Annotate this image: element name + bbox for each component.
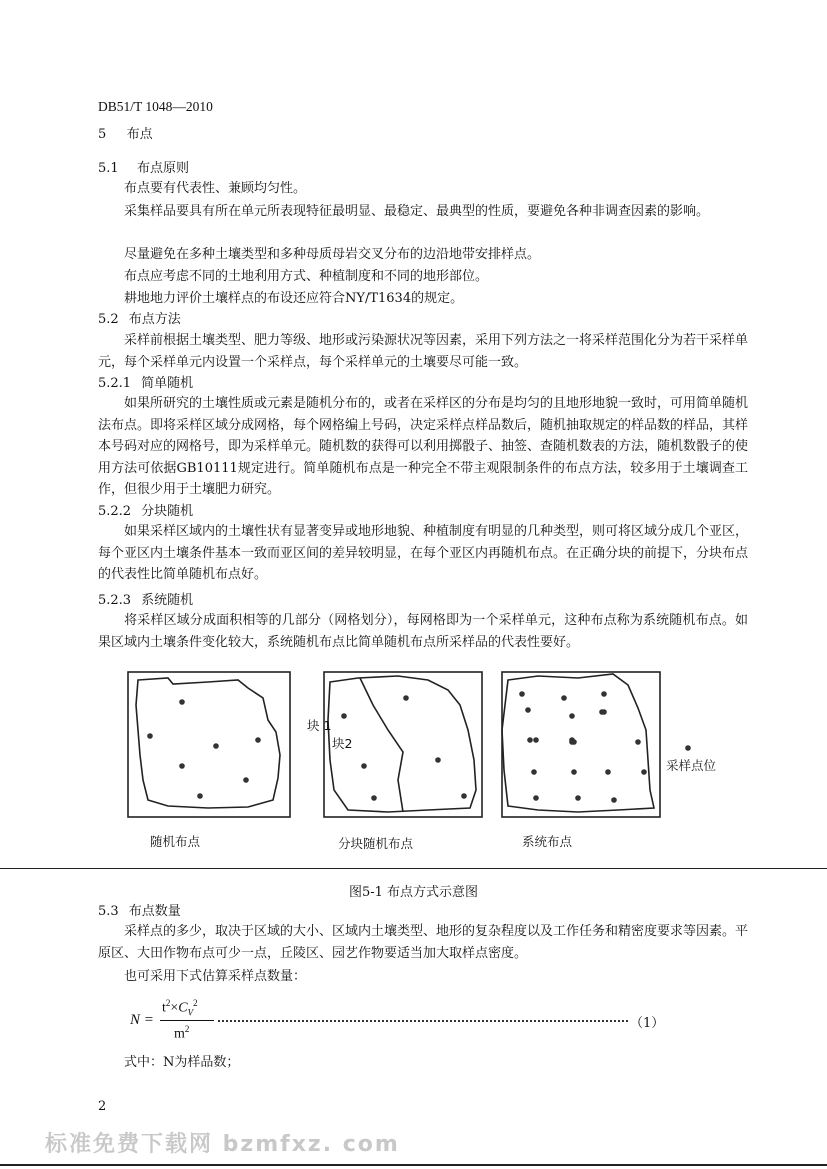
- sample-point: [341, 713, 347, 719]
- sample-size-formula: N = $t^2\times C_V^2$ $m^2$ （1）: [130, 998, 665, 1042]
- paragraph: 式中：N为样品数；: [124, 1055, 240, 1070]
- sample-point: [641, 769, 647, 775]
- sample-point: [527, 737, 533, 743]
- paragraph: 尽量避免在多种土壤类型和多种母质母岩交叉分布的边沿地带安排样点。: [124, 247, 541, 262]
- paragraph: 采样前根据土壤类型、肥力等级、地形或污染源状况等因素，采用下列方法之一将采样范围化分为若干采样单元，每个采样单元内设置一个采样点，每个采样单元的土壤要尽可能一致。: [98, 333, 749, 370]
- system-caption: 系统布点: [522, 834, 573, 849]
- watermark: 标准免费下载网 bzmfxz. com: [45, 1132, 400, 1157]
- system-region: [502, 674, 654, 812]
- system-frame: [502, 672, 660, 817]
- random-frame: [128, 672, 290, 817]
- legend-label: 采样点位: [666, 758, 717, 773]
- random-region: [136, 678, 280, 808]
- section-title: 布点: [126, 127, 153, 142]
- block-1-label: 块 1: [307, 718, 332, 733]
- sample-point: [519, 691, 525, 697]
- sample-point: [561, 695, 567, 701]
- sample-point: [601, 709, 607, 715]
- sample-point: [533, 795, 539, 801]
- formula-number: （1）: [630, 1016, 665, 1031]
- paragraph: 如果所研究的土壤性质或元素是随机分布的，或者在采样区的分布是均匀的且地形地貌一致时，可用简单随机法布点。即将采样区域分成网格，每个网格编上号码，决定采样点样品数后，随机抽取规定的样品数的样品，其样本号码对应的网格号，即为采样单元。随机数的获得可以利用掷骰子、抽签、查随机数表的方法，随机数骰子的使用方法可依据GB10111规定进行。简单随机布点是一种完全不带主观限制条件的布点方法，较多用于土壤调查工作，但很少用于土壤肥力研究。: [98, 396, 749, 497]
- sample-point: [179, 763, 185, 769]
- bottom-rule: [0, 1164, 827, 1166]
- section-5-heading: [98, 126, 153, 144]
- figure-caption: 图5-1 布点方式示意图: [348, 885, 479, 900]
- section-number: 5: [98, 127, 107, 142]
- paragraph: 采样点的多少，取决于区域的大小、区域内土壤类型、地形的复杂程度以及工作任务和精密度要求等因素。平原区、大田作物布点可少一点，丘陵区、园艺作物要适当加大取样点密度。: [98, 924, 749, 961]
- section-5-2-2-heading: 5.2.2 分块随机: [98, 504, 194, 519]
- sample-point: [571, 769, 577, 775]
- sample-point: [533, 737, 539, 743]
- paragraph: 如果采样区域内的土壤性状有显著变异或地形地貌、种植制度有明显的几种类型，则可将区域分成几个亚区，每个亚区内土壤条件基本一致而亚区间的差异较明显，在每个亚区内再随机布点。在正确分块的前提下，分块布点的代表性比简单随机布点好。: [98, 524, 749, 582]
- sample-point: [197, 793, 203, 799]
- sample-point: [575, 795, 581, 801]
- paragraph: 布点应考虑不同的土地利用方式、种植制度和不同的地形部位。: [124, 269, 489, 284]
- block-caption: 分块随机布点: [338, 836, 414, 851]
- standard-code: DB51/T 1048—2010: [98, 99, 213, 114]
- sample-point: [435, 757, 441, 763]
- paragraph: 采集样品要具有所在单元所表现特征最明显、最稳定、最典型的性质，要避免各种非调查因素的影响。: [124, 204, 710, 219]
- block-divider: [360, 678, 403, 812]
- section-5-3-heading: 5.3 布点数量: [98, 904, 181, 919]
- sample-point: [635, 739, 641, 745]
- section-5-2-3-heading: 5.2.3 系统随机: [98, 593, 194, 608]
- sample-point: [461, 793, 467, 799]
- sample-point: [243, 777, 249, 783]
- page-number: 2: [98, 1099, 107, 1114]
- paragraph: 布点要有代表性、兼顾均匀性。: [124, 181, 307, 196]
- sample-point: [361, 763, 367, 769]
- section-number: 5.1: [98, 161, 119, 176]
- sample-point: [147, 733, 153, 739]
- paragraph: 耕地地力评价土壤样点的布设还应符合NY/T1634的规定。: [124, 291, 464, 306]
- sample-point: [531, 769, 537, 775]
- section-5-1-heading: [98, 160, 189, 178]
- sample-points: [147, 691, 691, 803]
- paragraph: 将采样区域分成面积相等的几部分（网格划分），每网格即为一个采样单元，这种布点称为系统随机布点。如果区域内土壤条件变化较大，系统随机布点比简单随机布点所采样品的代表性要好。: [98, 613, 748, 650]
- paragraph: 也可采用下式估算采样点数量：: [124, 969, 307, 984]
- sample-point: [525, 707, 531, 713]
- sample-point: [601, 691, 607, 697]
- section-5-2-heading: 5.2 布点方法: [98, 312, 181, 327]
- random-caption: 随机布点: [150, 834, 201, 849]
- sample-point: [605, 769, 611, 775]
- legend-point-icon: [685, 745, 691, 751]
- section-5-2-1-heading: 5.2.1 简单随机: [98, 376, 194, 391]
- sample-point: [213, 743, 219, 749]
- sample-point: [371, 795, 377, 801]
- sample-point: [611, 797, 617, 803]
- sample-point: [571, 739, 577, 745]
- figure-divider: [0, 868, 827, 869]
- sample-point: [255, 737, 261, 743]
- sample-point: [179, 699, 185, 705]
- block-2-label: 块2: [332, 736, 353, 751]
- sample-point: [569, 713, 575, 719]
- section-title: 布点原则: [136, 161, 189, 176]
- sample-point: [403, 695, 409, 701]
